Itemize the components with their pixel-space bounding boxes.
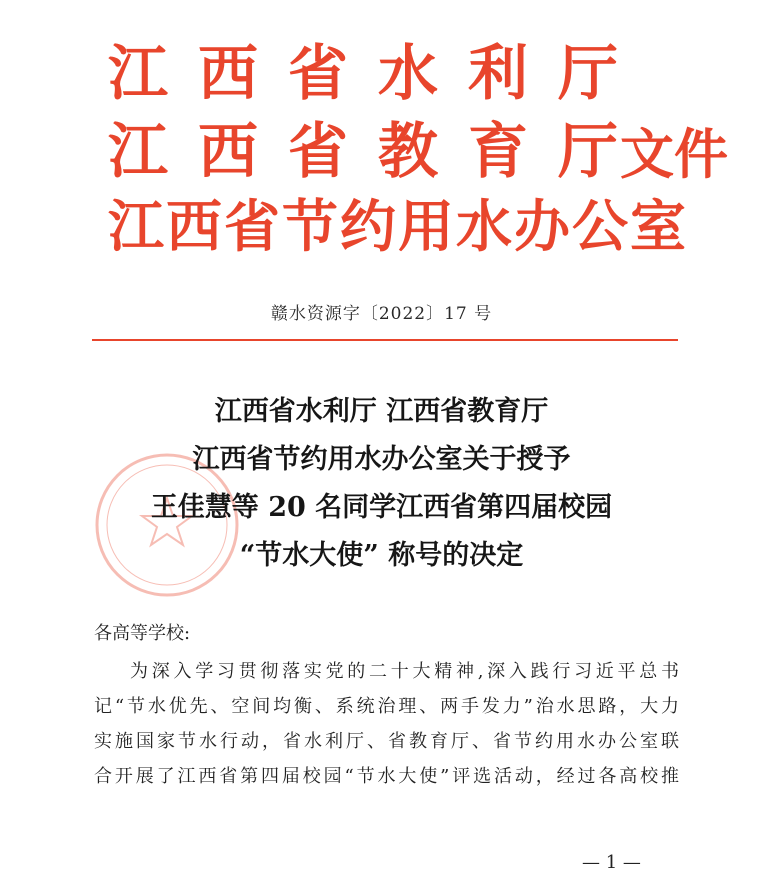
masthead-org-education: 江西省教育厅	[108, 117, 648, 187]
document-number: 赣水资源字〔2022〕17 号	[270, 304, 493, 324]
title-line-2: 江西省节约用水办公室关于授予	[192, 444, 571, 475]
title-line-4: “节水大使” 称号的决定	[239, 540, 524, 571]
title-line-1: 江西省水利厅 江西省教育厅	[214, 396, 549, 427]
masthead-line-3	[108, 195, 688, 260]
salutation: 各高等学校:	[94, 623, 191, 644]
masthead-org-water: 江西省水利厅	[108, 39, 648, 109]
body-line: 实施国家节水行动，省水利厅、省教育厅、省节约用水办公室联	[94, 731, 679, 752]
body-paragraph	[94, 654, 679, 794]
body-line: 为深入学习贯彻落实党的二十大精神,深入践行习近平总书	[130, 661, 679, 682]
document-title	[0, 388, 763, 580]
masthead-line-2	[108, 117, 728, 187]
masthead-line-1	[108, 39, 648, 109]
masthead-org-water-saving: 江西省节约用水办公室	[108, 195, 688, 260]
page-number: — 1 —	[582, 852, 641, 873]
body-line: 记“节水优先、空间均衡、系统治理、两手发力”治水思路，大力	[94, 696, 679, 717]
masthead-document-suffix: 文件	[620, 123, 728, 186]
body-line: 合开展了江西省第四届校园“节水大使”评选活动，经过各高校推	[94, 766, 679, 787]
red-divider	[92, 339, 678, 341]
title-line-3: 王佳慧等 20 名同学江西省第四届校园	[150, 492, 613, 523]
